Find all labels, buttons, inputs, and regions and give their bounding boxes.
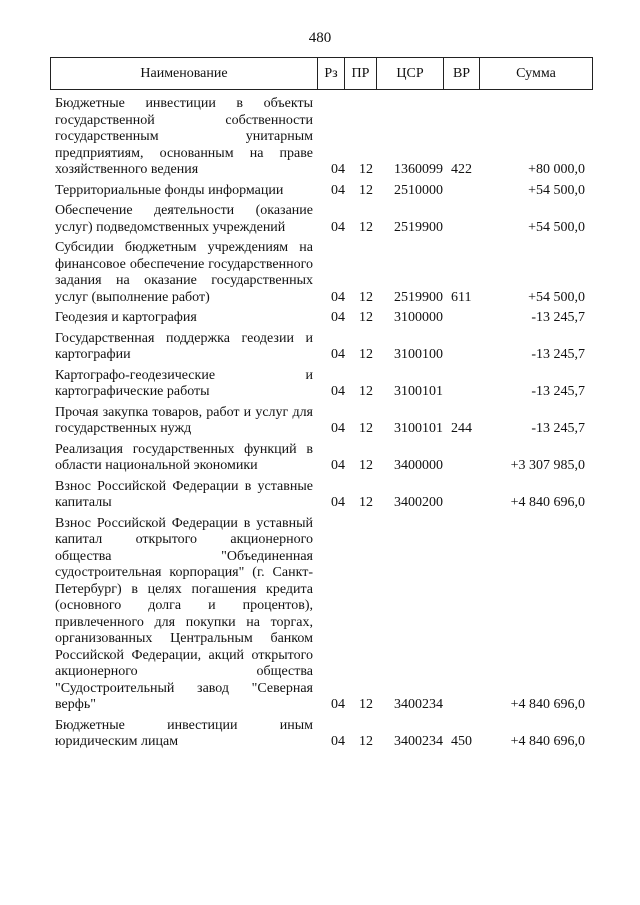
row-rz: 04 — [331, 458, 345, 473]
table-body — [55, 96, 585, 755]
row-rz: 04 — [331, 289, 345, 305]
row-pr: 12 — [359, 697, 373, 712]
row-sum: +54 500,0 — [528, 219, 585, 235]
row-csr: 2519900 — [394, 289, 443, 305]
row-name: Бюджетные инвестиции иным юридическим лицам — [55, 717, 313, 749]
row-sum: +3 307 985,0 — [510, 458, 585, 473]
row-pr: 12 — [359, 310, 373, 325]
row-csr: 1360099 — [394, 162, 443, 177]
table-row — [55, 240, 585, 306]
row-rz: 04 — [331, 421, 345, 436]
row-sum: -13 245,7 — [531, 421, 585, 436]
row-csr: 3400234 — [394, 734, 443, 749]
row-sum: +4 840 696,0 — [510, 697, 585, 712]
table-header — [50, 57, 593, 90]
row-pr: 12 — [359, 162, 373, 177]
row-csr: 3400200 — [394, 495, 443, 510]
row-rz: 04 — [331, 347, 345, 362]
header-vr: ВР — [443, 58, 479, 89]
row-pr: 12 — [359, 384, 373, 399]
table-row — [55, 718, 585, 751]
row-name: Взнос Российской Федерации в уставные капиталы — [55, 478, 313, 510]
table-row — [55, 479, 585, 512]
row-csr: 3400000 — [394, 458, 443, 473]
row-pr: 12 — [359, 458, 373, 473]
row-name: Прочая закупка товаров, работ и услуг для государственных нужд — [55, 404, 313, 436]
table-row — [55, 442, 585, 475]
row-name: Обеспечение деятельности (оказание услуг) подведомственных учреждений — [55, 203, 313, 235]
row-sum: -13 245,7 — [531, 384, 585, 399]
header-sum: Сумма — [479, 58, 592, 89]
row-name: Бюджетные инвестиции в объекты государственной собственности государственным унитарным предприятиям, основанным на праве хозяйственного ведения — [55, 96, 313, 177]
row-sum: +4 840 696,0 — [510, 734, 585, 749]
row-vr: 611 — [451, 289, 472, 305]
row-pr: 12 — [359, 495, 373, 510]
row-rz: 04 — [331, 734, 345, 749]
table-row — [55, 183, 585, 200]
row-name: Субсидии бюджетным учреждениям на финансовое обеспечение государственного задания на оказание государственных услуг (выполнение работ) — [55, 240, 313, 305]
row-csr: 3100100 — [394, 347, 443, 362]
row-sum: +4 840 696,0 — [510, 495, 585, 510]
table-row — [55, 310, 585, 327]
row-csr: 2510000 — [394, 182, 443, 198]
row-sum: +80 000,0 — [528, 162, 585, 177]
row-rz: 04 — [331, 495, 345, 510]
header-csr: ЦСР — [376, 58, 443, 89]
row-rz: 04 — [331, 310, 345, 325]
table-row — [55, 96, 585, 179]
row-name: Территориальные фонды информации — [55, 182, 284, 198]
row-pr: 12 — [359, 219, 373, 235]
row-rz: 04 — [331, 697, 345, 712]
row-name: Государственная поддержка геодезии и картографии — [55, 330, 313, 362]
row-rz: 04 — [331, 219, 345, 235]
row-csr: 2519900 — [394, 219, 443, 235]
row-csr: 3100000 — [394, 310, 443, 325]
row-name: Геодезия и картография — [55, 310, 197, 325]
row-sum: -13 245,7 — [531, 310, 585, 325]
table-row — [55, 203, 585, 236]
row-pr: 12 — [359, 421, 373, 436]
row-name: Взнос Российской Федерации в уставный капитал открытого акционерного общества "Объединенная судостроительная корпорация" (г. Санкт-Петербург) в целях погашения кредита (основного долга и процентов), привлеченного для покупки на торгах, организованных Центральным банком Российской Федерации, акций открытого акционерного общества "Судостроительный завод "Северная верфь" — [55, 515, 313, 712]
row-csr: 3400234 — [394, 697, 443, 712]
row-pr: 12 — [359, 289, 373, 305]
table-row — [55, 405, 585, 438]
page-number: 480 — [308, 30, 332, 46]
header-pr: ПР — [344, 58, 376, 89]
row-name: Реализация государственных функций в области национальной экономики — [55, 441, 313, 473]
row-rz: 04 — [331, 182, 345, 198]
table-row — [55, 368, 585, 401]
row-pr: 12 — [359, 734, 373, 749]
header-name: Наименование — [140, 65, 228, 81]
row-rz: 04 — [331, 384, 345, 399]
header-rz: Рз — [317, 58, 344, 89]
row-vr: 244 — [451, 421, 472, 436]
row-pr: 12 — [359, 182, 373, 198]
row-sum: +54 500,0 — [528, 289, 585, 305]
row-csr: 3100101 — [394, 384, 443, 399]
table-row — [55, 516, 585, 714]
row-rz: 04 — [331, 162, 345, 177]
row-vr: 422 — [451, 162, 472, 177]
row-name: Картографо-геодезические и картографические работы — [55, 367, 313, 399]
row-pr: 12 — [359, 347, 373, 362]
row-vr: 450 — [451, 734, 472, 749]
row-sum: -13 245,7 — [531, 347, 585, 362]
row-sum: +54 500,0 — [528, 182, 585, 198]
table-row — [55, 331, 585, 364]
row-csr: 3100101 — [394, 421, 443, 436]
